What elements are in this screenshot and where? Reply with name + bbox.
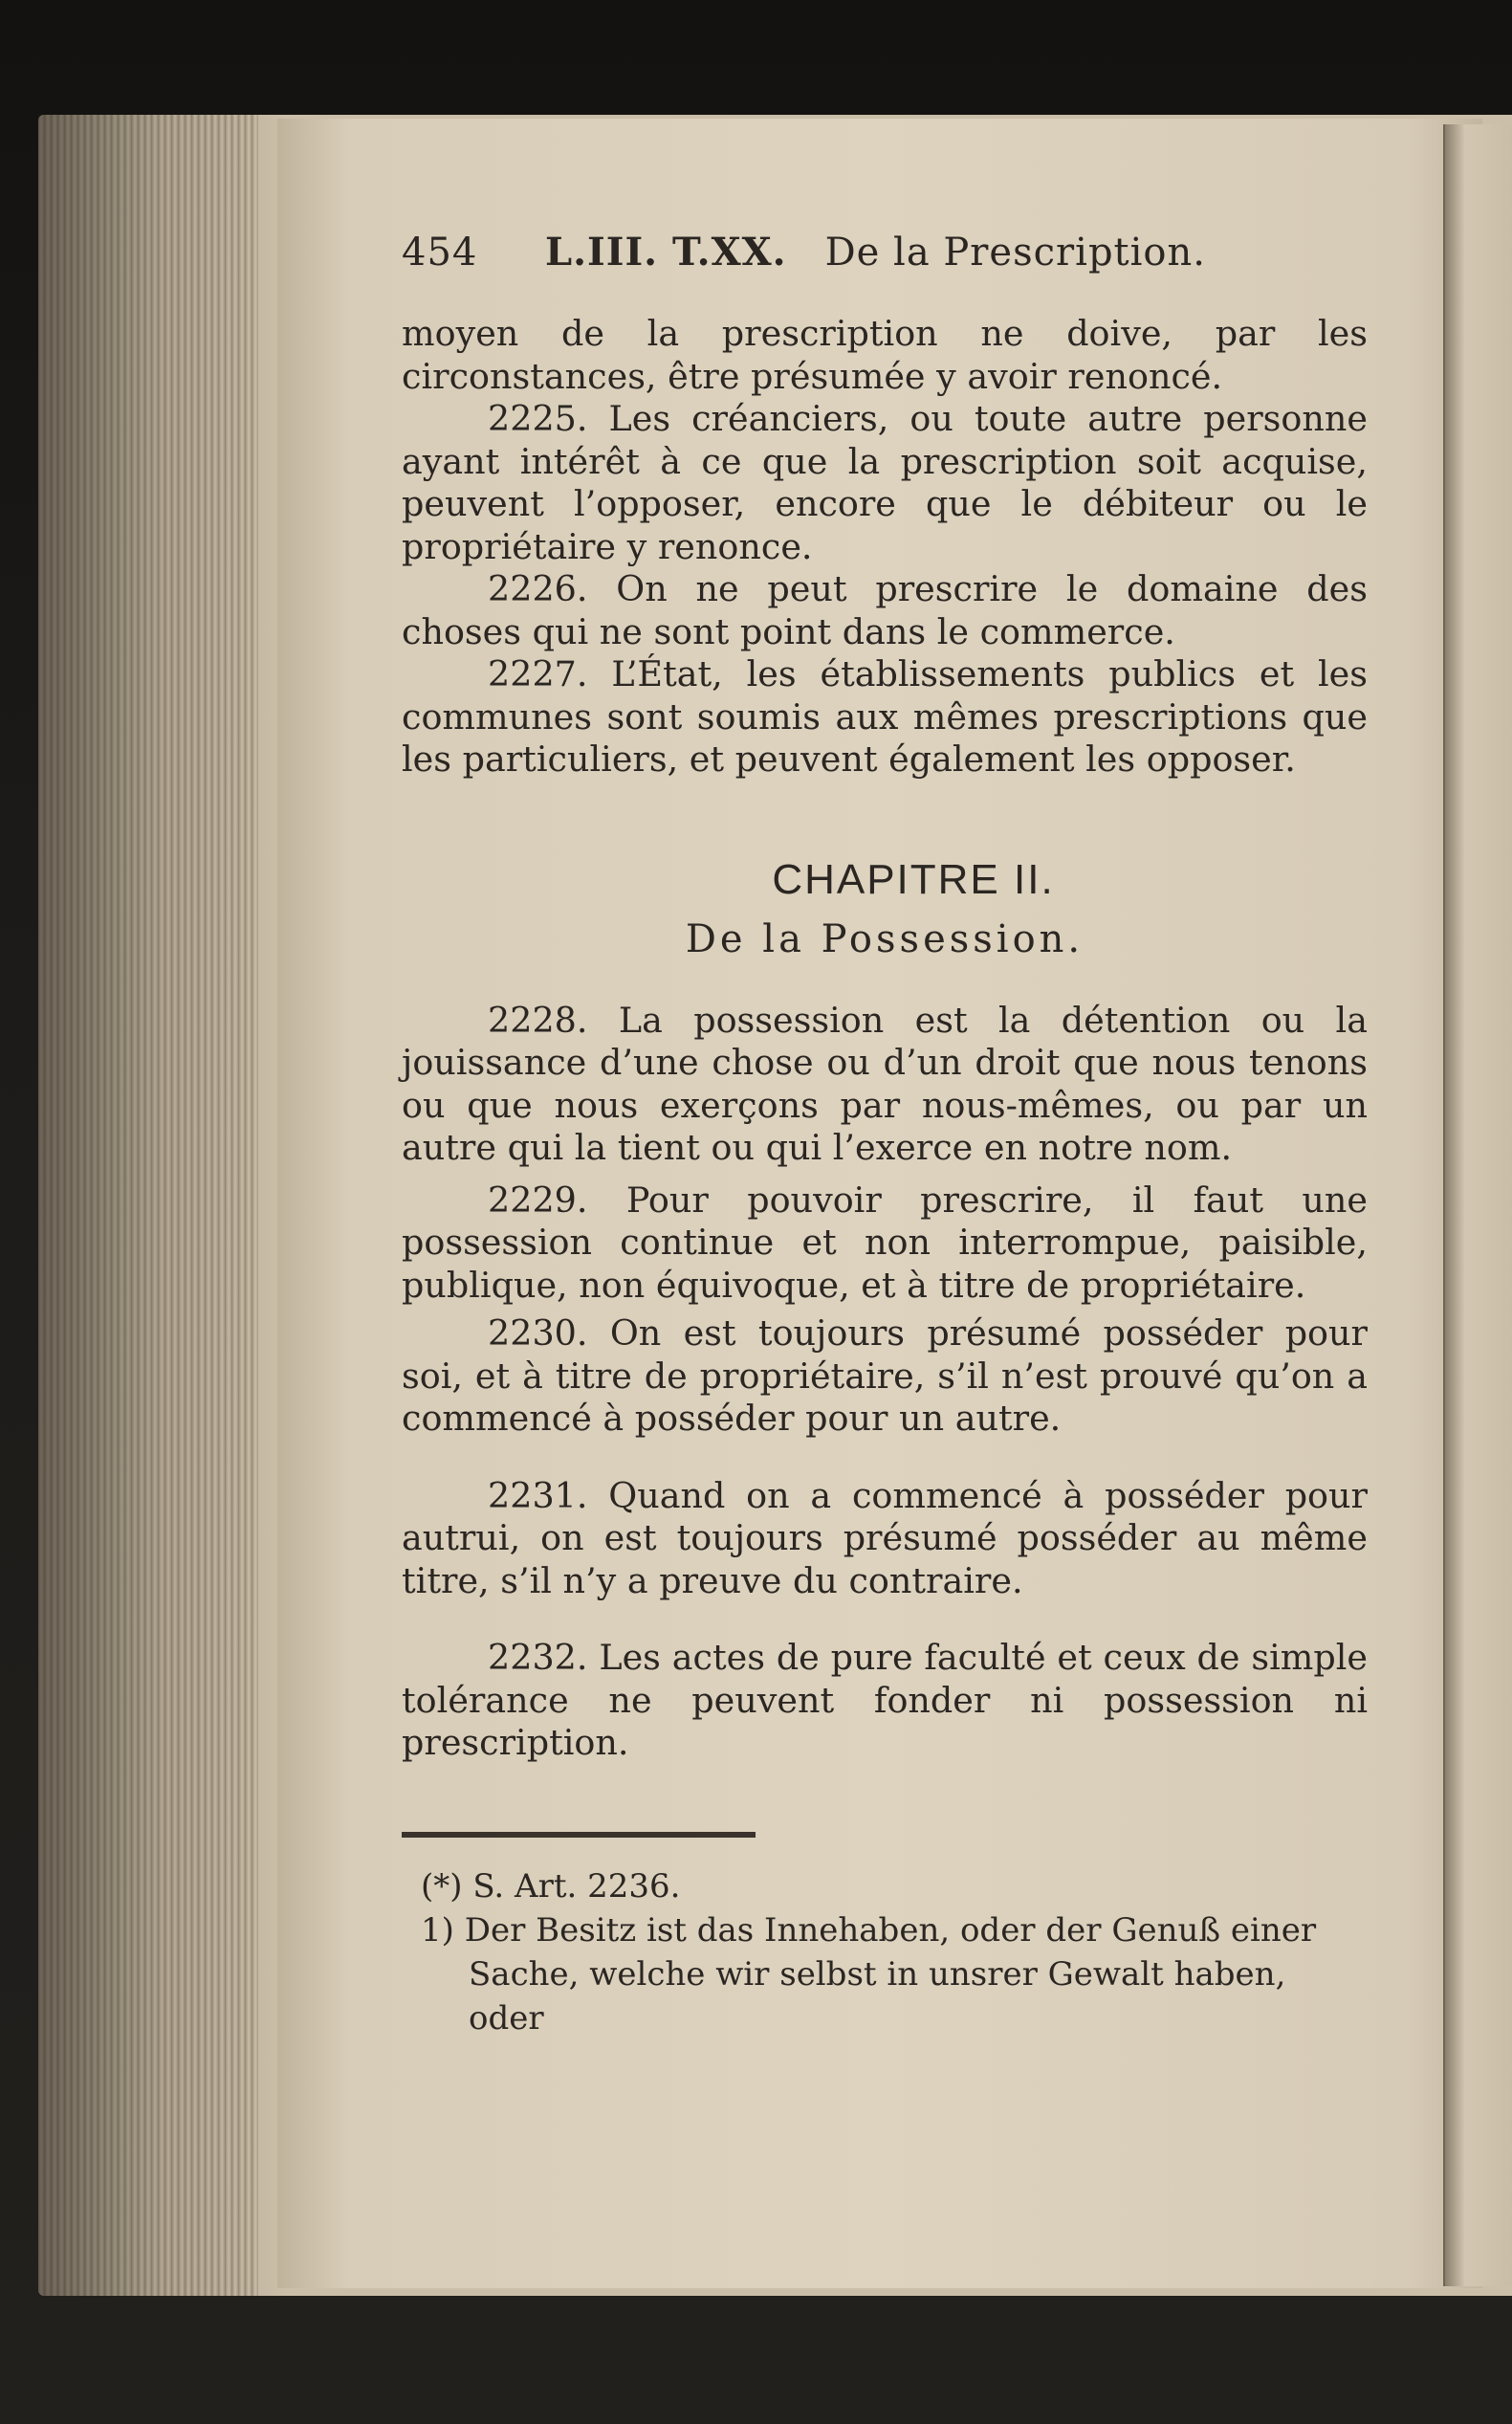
article-2229: 2229. Pour pouvoir prescrire, il faut une possession continue et non interrompue, paisible, publique, non équivoque, et à titre de propriétaire. xyxy=(402,1179,1368,1306)
article-2226: 2226. On ne peut prescrire le domaine des choses qui ne sont point dans le commerce. xyxy=(402,568,1368,652)
footnote-rule xyxy=(402,1832,756,1838)
running-header xyxy=(402,230,1368,275)
volume-reference: L.III. T.XX. xyxy=(545,230,787,275)
article-2228: 2228. La possession est la détention ou la jouissance d’une chose ou d’un droit que nous tenons ou que nous exerçons par nous-mêmes, ou par un autre qui la tient ou qui l’exerce en notre nom. xyxy=(402,999,1368,1168)
paragraph-continued: moyen de la prescription ne doive, par les circonstances, être présumée y avoir renoncé. xyxy=(402,313,1368,397)
article-2232: 2232. Les actes de pure faculté et ceux de simple tolérance ne peuvent fonder ni possession ni prescription. xyxy=(402,1637,1368,1763)
page-content xyxy=(402,230,1368,2040)
chapter-subtitle: De la Possession. xyxy=(685,916,1085,961)
article-2231: 2231. Quand on a commencé à posséder pour autrui, on est toujours présumé posséder au même titre, s’il n’y a preuve du contraire. xyxy=(402,1474,1368,1601)
spacer xyxy=(402,1441,1368,1475)
footnote-line-1: 1) Der Besitz ist das Innehaben, oder der Genuß einer xyxy=(421,1910,1317,1950)
page-edges-shadow xyxy=(38,115,287,2296)
article-2225: 2225. Les créanciers, ou toute autre personne ayant intérêt à ce que la prescription soit acquise, peuvent l’opposer, encore que le débiteur ou le propriétaire y renonce. xyxy=(402,398,1368,567)
chapter-title: CHAPITRE II. xyxy=(772,855,1055,903)
running-title: De la Prescription. xyxy=(824,231,1206,275)
article-2227: 2227. L’État, les établissements publics et les communes sont soumis aux mêmes prescriptions que les particuliers, et peuvent également les opposer. xyxy=(402,653,1368,780)
facing-page-edge xyxy=(1443,124,1512,2286)
article-2230: 2230. On est toujours présumé posséder pour soi, et à titre de propriétaire, s’il n’est prouvé qu’on a commencé à posséder pour un autre. xyxy=(402,1312,1368,1439)
footnote-line-2: Sache, welche wir selbst in unsrer Gewalt haben, oder xyxy=(469,1954,1286,2038)
spacer xyxy=(402,1602,1368,1637)
spacer xyxy=(402,1170,1368,1179)
page-number: 454 xyxy=(402,231,478,275)
footnote-reference: (*) S. Art. 2236. xyxy=(421,1866,681,1906)
